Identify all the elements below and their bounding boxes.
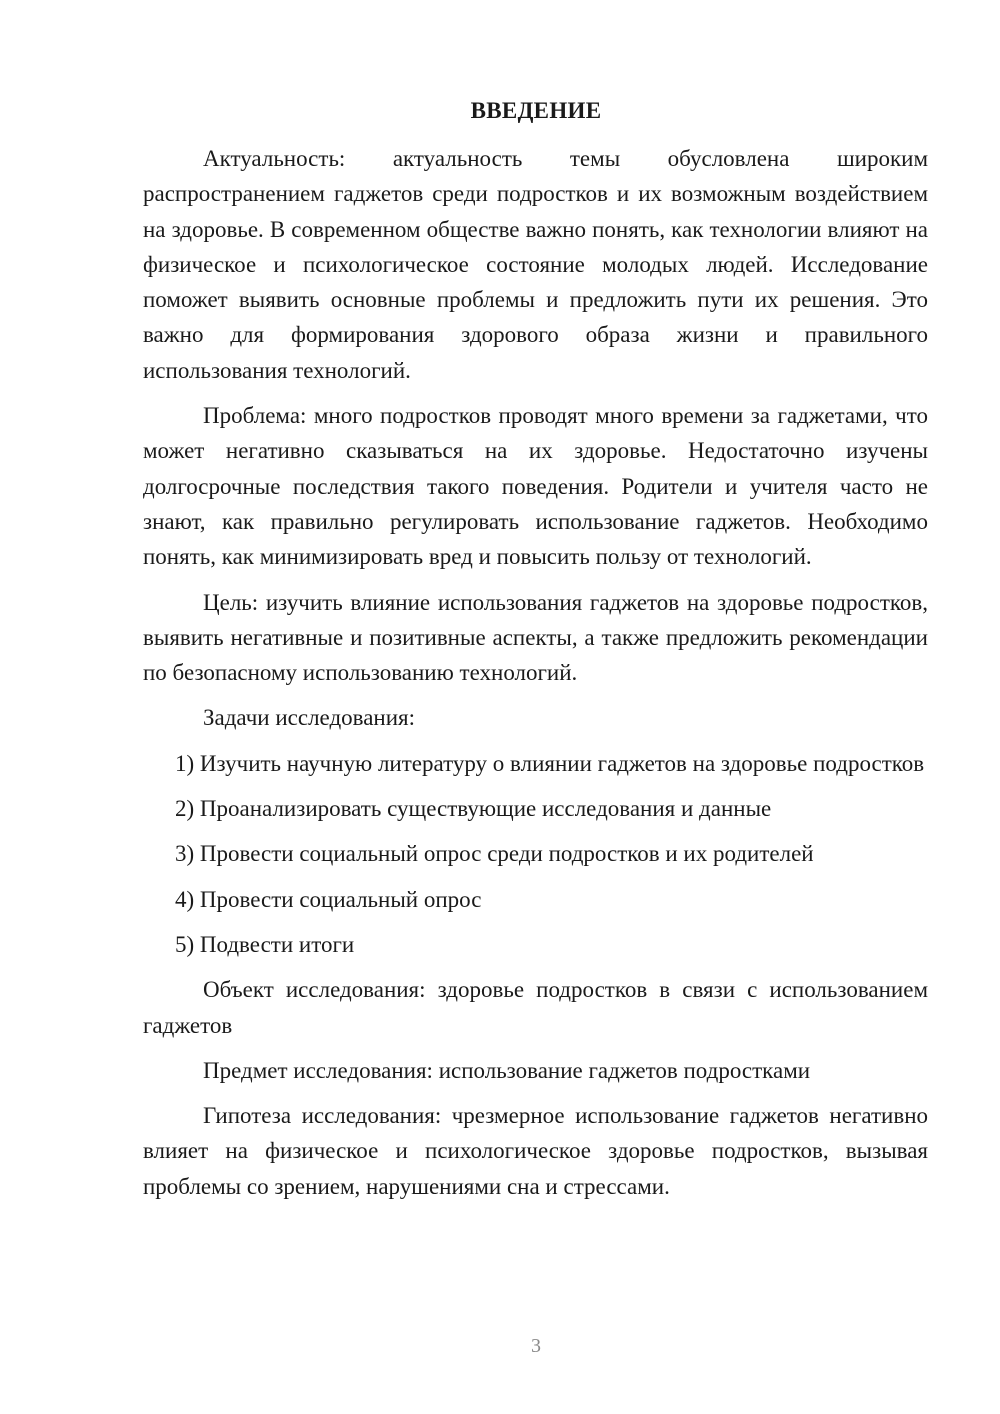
paragraph-object: Объект исследования: здоровье подростков в связи с использованием гаджетов — [143, 977, 928, 1038]
task-item-4: 4) Провести социальный опрос — [175, 886, 482, 912]
tasks-title: Задачи исследования: — [203, 705, 416, 731]
section-heading: ВВЕДЕНИЕ — [470, 98, 602, 123]
task-item-1: 1) Изучить научную литературу о влиянии гаджетов на здоровье подростков — [175, 750, 925, 776]
document-body — [143, 141, 928, 1214]
paragraph-problem: Проблема: много подростков проводят много времени за гаджетами, что может негативно сказываться на их здоровье. Недостаточно изучены долгосрочные последствия такого поведения. Родители и учителя часто не знают, как правильно регулировать использование гаджетов. Необходимо понять, как минимизировать вред и повысить пользу от технологий. — [143, 403, 928, 570]
task-item-2: 2) Проанализировать существующие исследования и данные — [175, 796, 772, 822]
task-item-3: 3) Провести социальный опрос среди подростков и их родителей — [175, 841, 814, 867]
paragraph-subject: Предмет исследования: использование гаджетов подростками — [203, 1057, 811, 1083]
page-number: 3 — [531, 1335, 541, 1357]
paragraph-relevance: Актуальность: актуальность темы обусловлена широким распространением гаджетов среди подростков и их возможным воздействием на здоровье. В современном обществе важно понять, как технологии влияют на физическое и психологическое состояние молодых людей. Исследование поможет выявить основные проблемы и предложить пути их решения. Это важно для формирования здорового образа жизни и правильного использования технологий. — [143, 146, 928, 383]
paragraph-hypothesis: Гипотеза исследования: чрезмерное использование гаджетов негативно влияет на физическое и психологическое здоровье подростков, вызывая проблемы со зрением, нарушениями сна и стрессами. — [143, 1103, 928, 1199]
task-item-5: 5) Подвести итоги — [175, 931, 355, 957]
paragraph-goal: Цель: изучить влияние использования гаджетов на здоровье подростков, выявить негативные и позитивные аспекты, а также предложить рекомендации по безопасному использованию технологий. — [143, 589, 928, 686]
